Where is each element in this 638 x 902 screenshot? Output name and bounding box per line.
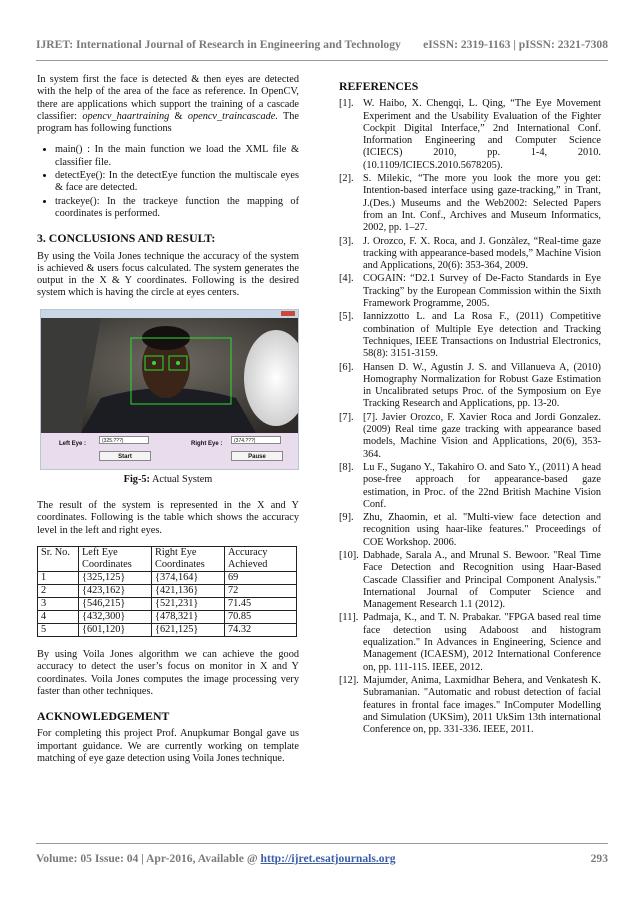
table-header: Sr. No. <box>38 546 79 571</box>
journal-title: IJRET: International Journal of Research in Engineering and Technology <box>36 38 401 51</box>
intro-paragraph: In system first the face is detected & then eyes are detected with the help of the area of the face as reference. In OpenCV, there are applications which support the training of a cascade classifier: opencv_haartraining & opencv_traincascade. The program has following functions <box>37 74 299 135</box>
header-rule <box>36 60 608 61</box>
table-header: Right Eye Coordinates <box>152 546 225 571</box>
list-item: • detectEye(): In the detectEye function the multiscale eyes & face are detected. <box>55 170 299 195</box>
acknowledgement-paragraph: For completing this project Prof. Anupkumar Bongal gave us important guidance. We are currently working on template matching of eye gaze detection using Voila Jones technique. <box>37 728 299 765</box>
left-eye-label: Left Eye : <box>59 440 87 447</box>
issn: eISSN: 2319-1163 | pISSN: 2321-7308 <box>423 38 608 51</box>
table-header: Accuracy Achieved <box>225 546 297 571</box>
running-header <box>36 38 608 51</box>
page-number: 293 <box>590 852 608 865</box>
reference-item: [11]. Padmaja, K., and T. N. Prabakar. "FPGA based real time face detection using Adaboost and histogram equalization." In Advances in Engineering, Science and Management (ICAESM), 2012 International Conference on, pp. 111-115. IEEE, 2012. <box>339 612 601 673</box>
reference-item: [2]. S. Milekic, “The more you look the more you get: Intention-based interface using gaze-tracking,” in Trant, J.(Des.) Museums and the Web2002: Selected Papers from an Int. Conf., Archives and Museum Informatics, 2002, pp. 1–27. <box>339 173 601 234</box>
right-eye-field[interactable]: (374.???) <box>231 436 281 444</box>
section-3-title: 3. CONCLUSIONS AND RESULT: <box>37 231 216 246</box>
reference-item: [7]. [7]. Javier Orozco, F. Xavier Roca and Jordi Gonzalez. (2009) Real time gaze tracking with appearance based models, Machine Vision and Applications, 20(6), 353-364. <box>339 411 601 460</box>
function-list <box>37 144 299 220</box>
reference-item: [4]. COGAIN: “D2.1 Survey of De-Facto Standards in Eye Tracking” by the European Commission within the Sixth Framework Programme, 2005. <box>339 273 601 310</box>
reference-item: [10]. Dabhade, Sarala A., and Mrunal S. Bewoor. "Real Time Face Detection and Recognition using Haar-Based Cascade Classifier and Principal Component Analysis." International Journal of Computer Science and Management Research 1.1 (2012). <box>339 549 601 611</box>
table-header-row <box>38 546 297 571</box>
reference-item: [5]. Iannizzotto L. and La Rosa F., (2011) Competitive combination of Multiple Eye detection and Tracking Techniques, IEEE Transactions on Industrial Electronics, 58(8): 3151-3159. <box>339 311 601 360</box>
journal-link[interactable]: http://ijret.esatjournals.org <box>260 852 396 865</box>
after-table-paragraph: By using Voila Jones algorithm we can achieve the good accuracy to detect the user’s focus on monitor in X and Y coordinates. Voila Jones computes the image processing very faster than other techniques. <box>37 648 299 697</box>
list-item: • trackeye(): In the trackeye function the mapping of coordinates is performed. <box>55 196 299 221</box>
figure-caption: Fig-5: Actual System <box>123 473 213 485</box>
table-row: 4 {432,300} {478,321} 70.85 <box>38 610 297 623</box>
references-title: REFERENCES <box>339 79 419 93</box>
camera-frame <box>41 318 298 433</box>
list-item: • main() : In the main function we load the XML file & classifier file. <box>55 144 299 169</box>
running-footer <box>36 852 608 865</box>
table-row: 1 {325,125} {374,164} 69 <box>38 571 297 584</box>
reference-item: [1]. W. Haibo, X. Chengqi, L. Qing, “The Eye Movement Experiment and the Usability Evaluation of the Fighter Cockpit Digital Interface,” 2nd International Conf. Information Engineering and Computer Science (ICIECS) 2010, pp. 1-4, 2010. (10.1109/ICIECS.2010.5678205). <box>339 98 601 171</box>
footer-rule <box>36 843 608 844</box>
traincascade-term: opencv_traincascade. <box>187 110 278 122</box>
table-row: 2 {423,162} {421,136} 72 <box>38 584 297 597</box>
reference-item: [6]. Hansen D. W., Agustin J. S. and Villanueva A, (2010) Homography Normalization for Robust Gaze Estimation in Uncalibrated setups Proc. of the Symposium on Eye Tracking Research and Applications, pp. 13-20. <box>339 361 601 410</box>
reference-item: [3]. J. Orozco, F. X. Roca, and J. Gonzàlez, “Real-time gaze tracking with appearance-based models,” Machine Vision and Applications, 20(6): 353-364, 2009. <box>339 235 601 272</box>
volume-info: Volume: 05 Issue: 04 | Apr-2016, Available @ http://ijret.esatjournals.org <box>36 852 396 865</box>
pause-button[interactable]: Pause <box>231 451 283 461</box>
right-column <box>339 74 601 737</box>
reference-item: [9]. Zhu, Zhaomin, et al. "Multi-view face detection and recognition using haar-like features." Proceedings of COE Workshop. 2006. <box>339 512 601 548</box>
table-header: Left Eye Coordinates <box>79 546 152 571</box>
reference-item: [12]. Majumder, Anima, Laxmidhar Behera, and Venkatesh K. Subramanian. "Automatic and robust detection of facial features in frontal face images." InComputer Modelling and Simulation (UKSim), 2011 UkSim 13th international Conference on, pp. 331-336. IEEE, 2011. <box>339 674 601 736</box>
left-eye-field[interactable]: (325.???) <box>99 436 149 444</box>
result-paragraph: The result of the system is represented in the X and Y coordinates. Following is the table which shows the accuracy level in the left and right eyes. <box>37 500 299 536</box>
actual-system-figure <box>40 309 299 470</box>
right-eye-label: Right Eye : <box>191 440 223 447</box>
table-row: 5 {601,120} {621,125} 74.32 <box>38 623 297 636</box>
start-button[interactable]: Start <box>99 451 151 461</box>
haartraining-term: opencv_haartraining <box>82 110 170 122</box>
reference-item: [8]. Lu F., Sugano Y., Takahiro O. and Sato Y., (2011) A head pose-free approach for appearance-based gaze estimation, in Proc. of the 22nd British Machine Vision Conf. <box>339 461 601 510</box>
left-column <box>37 74 299 774</box>
control-panel <box>41 433 298 469</box>
table-row: 3 {546,215} {521,231} 71.45 <box>38 597 297 610</box>
close-icon <box>281 311 295 316</box>
section-3-paragraph: By using the Voila Jones technique the accuracy of the system is achieved & users focus calculated. The system generates the output in the X & Y coordinates. Following is the desired system which is having the circle at eyes centers. <box>37 250 299 299</box>
acknowledgement-title: ACKNOWLEDGEMENT <box>37 709 170 724</box>
accuracy-table <box>37 546 297 637</box>
